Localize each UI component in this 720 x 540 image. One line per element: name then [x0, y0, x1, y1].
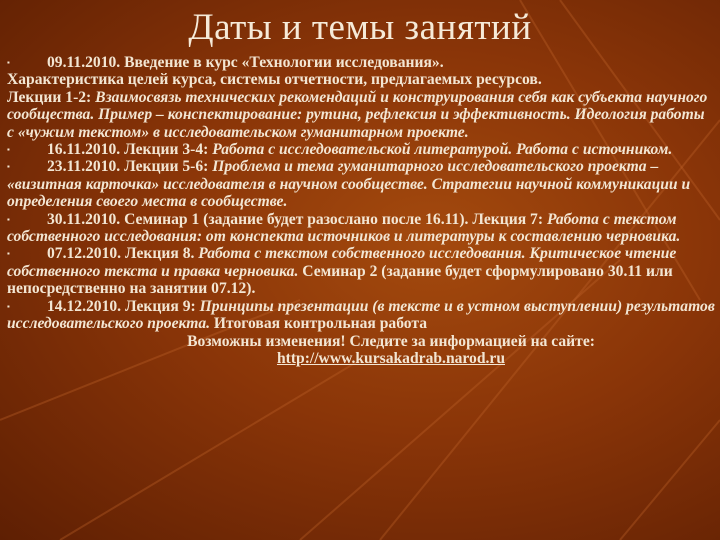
item-tail: Итоговая контрольная работа: [213, 315, 428, 333]
bullet-icon: ▪: [7, 162, 10, 172]
list-item: [7, 211, 715, 246]
list-item: [7, 141, 715, 158]
bullet-icon: ▪: [7, 145, 10, 155]
bullet-icon: ▪: [7, 301, 10, 311]
item-date: 09.11.2010. Введение в курс «Технологии исследования».: [47, 54, 444, 71]
item-topic: Работа с текстом собственного исследования: от конспекта источников и литературы к составлению черновика.: [7, 210, 681, 246]
item-topic: Взаимосвязь технических рекомендаций и конструирования себя как субъекта научного сообщества. Пример – конспектирование: рутина, рефлексия и эффективность. Идеология работы с «чужим текстом» в исследовательском гуманитарном проекте.: [7, 88, 708, 141]
footer: [7, 333, 715, 368]
item-topic: Работа с текстом собственного исследования. Критическое чтение собственного текста и правка черновика.: [7, 245, 677, 280]
list-item: [7, 54, 715, 141]
list-item: [7, 298, 715, 333]
item-tail: Семинар 2 (задание будет сформулировано 30.11 или непосредственно на занятии 07.12).: [7, 262, 673, 298]
bullet-icon: ▪: [7, 214, 10, 224]
item-topic: Принципы презентации (в тексте и в устном выступлении) результатов исследовательского проекта.: [7, 297, 715, 333]
item-date: 30.11.2010. Семинар 1 (задание будет разослано после 16.11). Лекция 7:: [47, 210, 544, 228]
slide-title: Даты и темы занятий: [188, 7, 532, 48]
item-description: Характеристика целей курса, системы отчетности, предлагаемых ресурсов.: [7, 71, 542, 89]
bullet-icon: ▪: [7, 58, 10, 67]
footer-note: Возможны изменения! Следите за информацией на сайте:: [187, 332, 595, 350]
site-link[interactable]: http://www.kursakadrab.narod.ru: [276, 349, 506, 367]
item-topic: Проблема и тема гуманитарного исследовательского проекта – «визитная карточка» исследователя в научном сообществе. Стратегии научной коммуникации и определения своего места в сообществе.: [7, 158, 691, 211]
schedule-list: [7, 54, 715, 367]
list-item: [7, 245, 715, 297]
item-date: 14.12.2010. Лекция 9:: [47, 297, 196, 315]
list-item: [7, 158, 715, 210]
item-topic: Работа с исследовательской литературой. Работа с источником.: [212, 141, 673, 159]
item-date: 16.11.2010. Лекции 3-4:: [47, 141, 209, 159]
item-lecture: Лекции 1-2:: [7, 88, 92, 106]
bullet-icon: ▪: [7, 249, 10, 259]
item-date: 23.11.2010. Лекции 5-6:: [47, 158, 209, 176]
item-date: 07.12.2010. Лекция 8.: [47, 245, 195, 263]
